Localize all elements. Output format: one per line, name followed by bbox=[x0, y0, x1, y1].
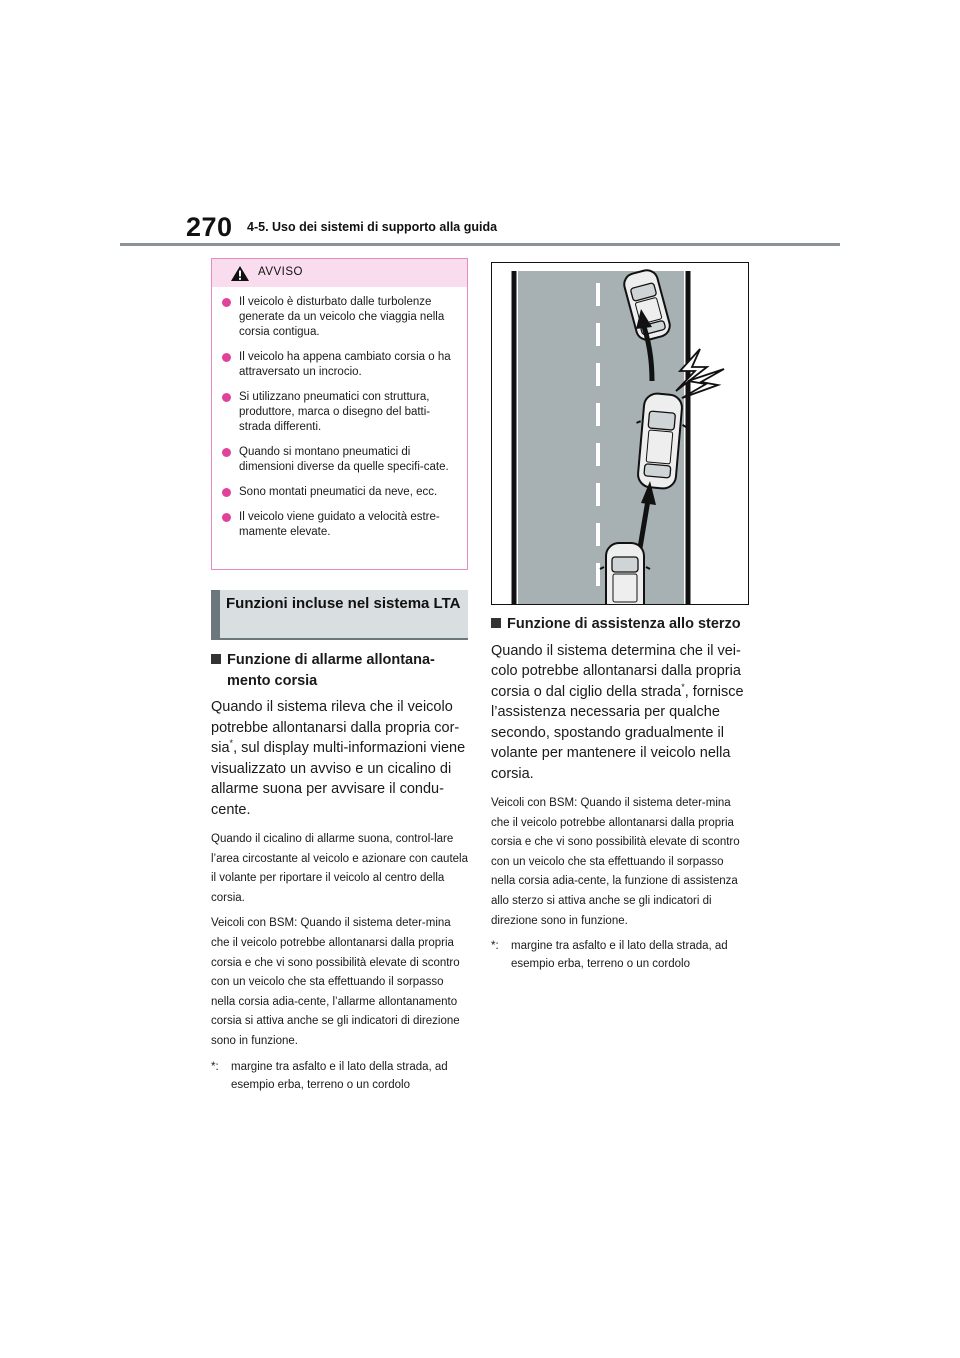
footnote-mark: *: bbox=[211, 1060, 219, 1073]
right-column bbox=[491, 614, 749, 973]
warning-item: Si utilizzano pneumatici con struttura, produttore, marca o disegno del batti-strada differenti. bbox=[222, 390, 457, 435]
square-bullet-icon bbox=[211, 654, 221, 664]
steering-assist-heading: Funzione di assistenza allo sterzo bbox=[491, 614, 749, 635]
bsm-note-paragraph: Veicoli con BSM: Quando il sistema deter-mina che il veicolo potrebbe allontanarsi dalla propria corsia e che vi sono possibilità elevate di scontro con un veicolo che sta effettuando il sorpasso nella corsia adia-cente, l’allarme allontanamento corsia si attiva anche se gli indicatori di direzione sono in funzione. bbox=[211, 917, 460, 1047]
bullet-icon bbox=[222, 488, 231, 497]
lane-departure-alert-heading: Funzione di allarme allontana-mento corsia bbox=[211, 650, 469, 691]
footnote-asterisk: * bbox=[229, 738, 234, 749]
warning-header bbox=[212, 259, 467, 287]
warning-title: AVVISO bbox=[258, 266, 303, 278]
page-number: 270 bbox=[186, 212, 233, 242]
bullet-icon bbox=[222, 298, 231, 307]
footnote-asterisk: * bbox=[681, 681, 685, 692]
car-icon bbox=[600, 543, 650, 604]
warning-item: Il veicolo ha appena cambiato corsia o ha attraversato un incrocio. bbox=[222, 350, 457, 380]
bsm-note-paragraph: Veicoli con BSM: Quando il sistema deter-mina che il veicolo potrebbe allontanarsi dalla propria corsia e che vi sono possibilità elevate di scontro con un veicolo che sta effettuando il sorpasso nella corsia adia-cente, la funzione di assistenza allo sterzo si attiva anche se gli indicatori di direzione sono in funzione. bbox=[491, 797, 740, 927]
footnote-mark: *: bbox=[491, 940, 499, 953]
warning-list bbox=[212, 287, 467, 540]
lane-illustration-svg bbox=[492, 263, 748, 604]
warning-item: Sono montati pneumatici da neve, ecc. bbox=[222, 485, 457, 500]
bullet-icon bbox=[222, 448, 231, 457]
header-rule bbox=[120, 243, 840, 246]
bullet-icon bbox=[222, 353, 231, 362]
steering-assist-text: Quando il sistema determina che il vei-colo potrebbe allontanarsi dalla propria corsia o dal ciglio della strada*, fornisce l’assistenza necessaria per qualche secondo, spostando gradualmente il volante per mantenere il veicolo nella corsia. bbox=[491, 642, 744, 782]
bullet-icon bbox=[222, 513, 231, 522]
bullet-icon bbox=[222, 393, 231, 402]
lane-illustration bbox=[491, 262, 749, 605]
warning-item: Quando si montano pneumatici di dimensioni diverse da quelle specifi-cate. bbox=[222, 445, 457, 475]
footnote: *: margine tra asfalto e il lato della strada, ad esempio erba, terreno o un cordolo bbox=[491, 937, 749, 973]
square-bullet-icon bbox=[491, 618, 501, 628]
lane-departure-alert-text: Quando il sistema rileva che il veicolo potrebbe allontanarsi dalla propria cor-sia*, sul display multi-informazioni viene visualizzato un avviso e un cicalino di allarme suona per avvisare il condu-cente. bbox=[211, 699, 466, 818]
footnote: *: margine tra asfalto e il lato della strada, ad esempio erba, terreno o un cordolo bbox=[211, 1058, 469, 1094]
warning-triangle-icon bbox=[230, 265, 250, 282]
lta-section-heading: Funzioni incluse nel sistema LTA bbox=[211, 590, 468, 640]
warning-box bbox=[211, 258, 468, 570]
warning-item: Il veicolo è disturbato dalle turbolenze generate da un veicolo che viaggia nella corsia contigua. bbox=[222, 295, 457, 340]
note-paragraph: Quando il cicalino di allarme suona, control-lare l’area circostante al veicolo e azionare con cautela il volante per riportare il veicolo al centro della corsia. bbox=[211, 833, 468, 904]
warning-item: Il veicolo viene guidato a velocità estre-mamente elevate. bbox=[222, 510, 457, 540]
section-title: 4-5. Uso dei sistemi di supporto alla guida bbox=[247, 220, 498, 234]
left-column bbox=[211, 650, 469, 1094]
